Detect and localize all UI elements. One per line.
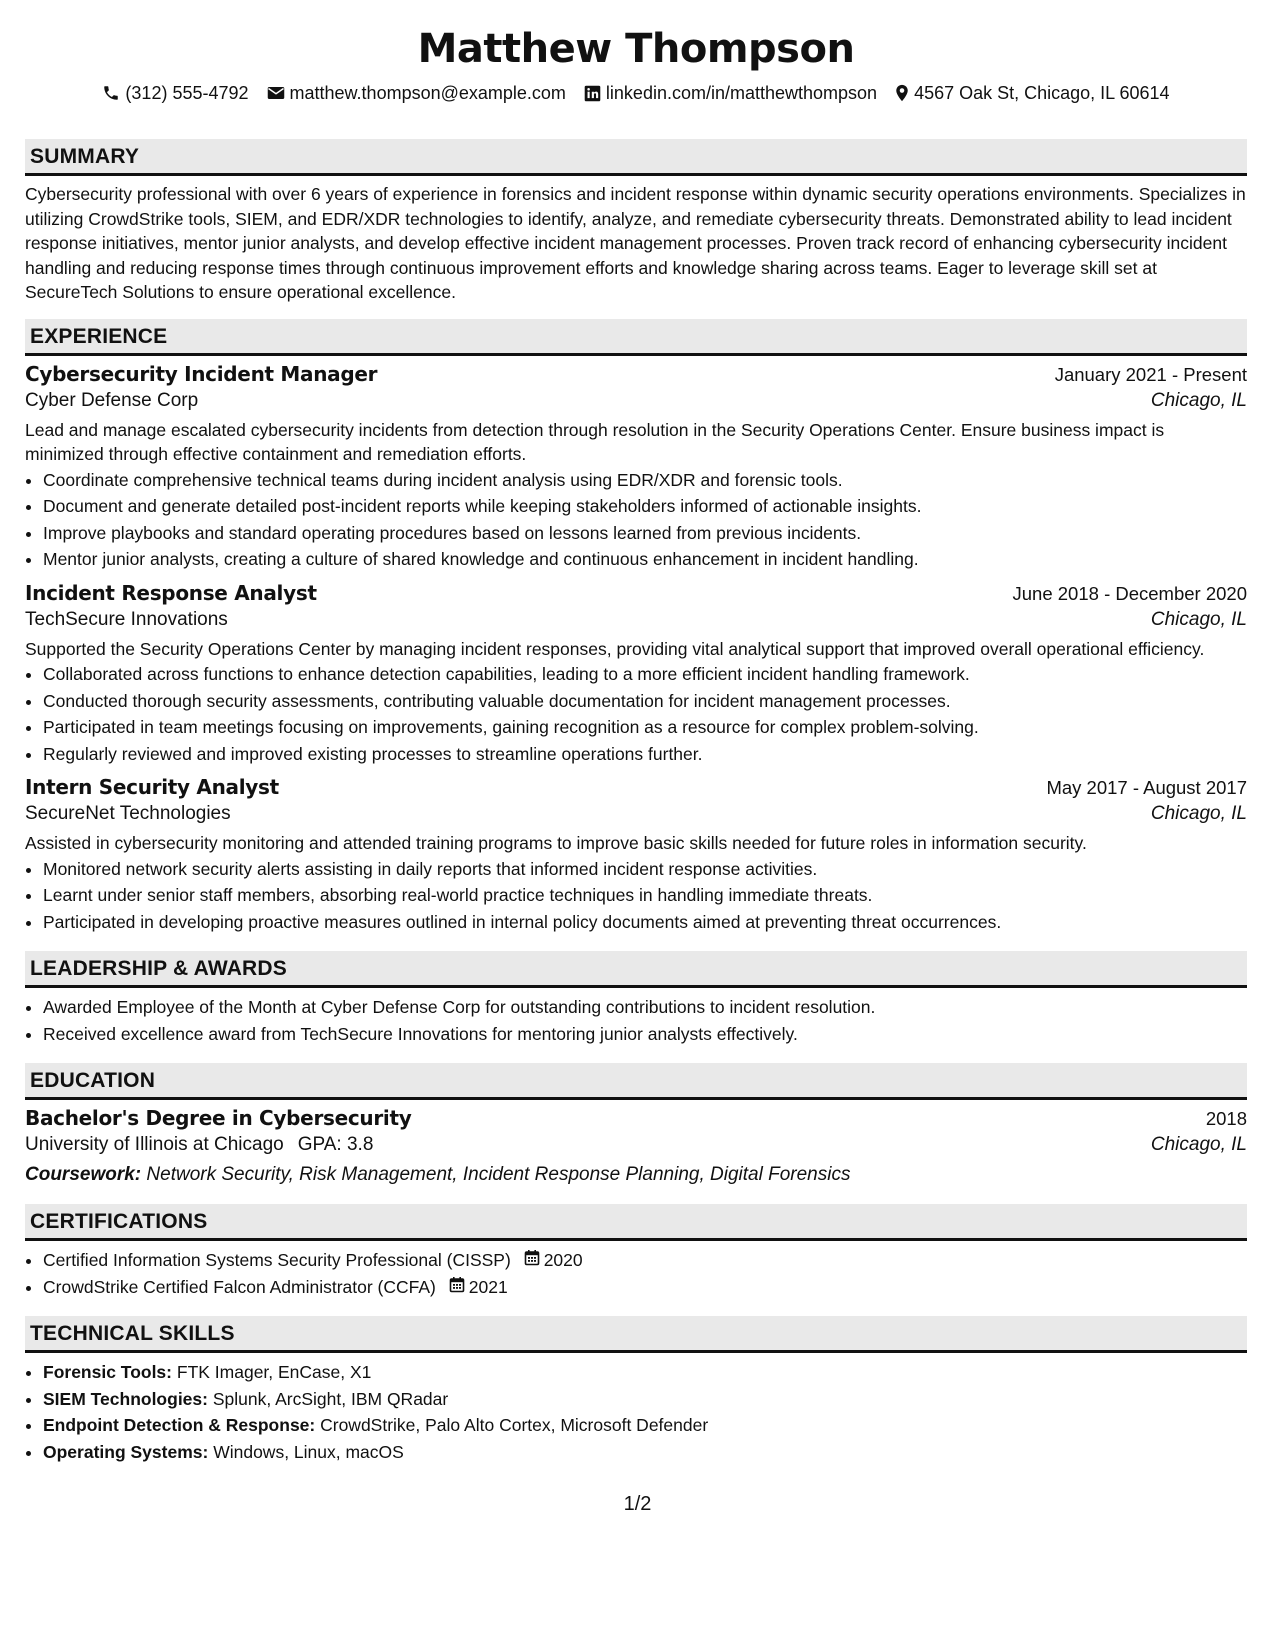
list-item <box>43 1247 1247 1274</box>
job-description: Lead and manage escalated cybersecurity incidents from detection through resolution in the Security Operations Center. Ensure business impact is minimized through effective containment and remediation efforts. <box>25 419 1165 464</box>
contact-phone: (312) 555-4792 <box>102 83 248 104</box>
graduation-year: 2018 <box>1205 1108 1247 1129</box>
skill-label: Operating Systems: <box>43 1441 209 1462</box>
cert-name: CrowdStrike Certified Falcon Administrator (CCFA) <box>43 1276 436 1297</box>
school-name: University of Illinois at Chicago <box>25 1134 284 1155</box>
list-item <box>43 1386 1247 1413</box>
list-item: • Improve playbooks and standard operating procedures based on lessons learned from previous incidents. <box>43 520 1247 547</box>
job-location: Chicago, IL <box>1150 803 1247 824</box>
job-title: Intern Security Analyst <box>25 775 279 799</box>
skill-value: Windows, Linux, macOS <box>213 1441 404 1462</box>
list-item: • Conducted thorough security assessments, contributing valuable documentation for incident management processes. <box>43 688 1247 715</box>
school-location: Chicago, IL <box>1150 1134 1247 1155</box>
list-item: • Participated in developing proactive measures outlined in internal policy documents aimed at preventing threat occurrences. <box>43 909 1247 936</box>
skills-list <box>25 1359 1247 1465</box>
list-item: • Participated in team meetings focusing on improvements, gaining recognition as a resource for complex problem-solving. <box>43 714 1247 741</box>
section-heading: EDUCATION <box>25 1063 1247 1100</box>
cert-name: Certified Information Systems Security Professional (CISSP) <box>43 1250 511 1270</box>
list-item: • Awarded Employee of the Month at Cyber Defense Corp for outstanding contributions to incident resolution. <box>43 994 1247 1021</box>
section-heading: SUMMARY <box>25 139 1247 176</box>
job-dates: May 2017 - August 2017 <box>1046 777 1247 798</box>
calendar-icon <box>449 1274 465 1301</box>
coursework <box>25 1164 1247 1186</box>
contact-bar <box>25 80 1247 106</box>
job-description: Assisted in cybersecurity monitoring and attended training programs to improve basic skills needed for future roles in information security. <box>25 833 1087 853</box>
section-heading: EXPERIENCE <box>25 319 1247 356</box>
job-description: Supported the Security Operations Center by managing incident responses, providing vital analytical support that improved overall operational efficiency. <box>25 638 1205 659</box>
envelope-icon <box>267 85 285 101</box>
job-entry <box>25 775 1247 935</box>
skill-label: SIEM Technologies: <box>43 1388 208 1409</box>
coursework-list: Network Security, Risk Management, Incident Response Planning, Digital Forensics <box>146 1164 851 1185</box>
company-name: TechSecure Innovations <box>25 608 228 630</box>
contact-address: 4567 Oak St, Chicago, IL 60614 <box>895 83 1170 104</box>
list-item: • Coordinate comprehensive technical teams during incident analysis using EDR/XDR and forensic tools. <box>43 467 1247 494</box>
summary-text: Cybersecurity professional with over 6 years of experience in forensics and incident response within dynamic security operations environments. Specializes in utilizing CrowdStrike tools, SIEM, and EDR/XDR technologies to identify, analyze, and remediate cybersecurity threats. Demonstrated ability to lead incident response initiatives, mentor junior analysts, and develop effective incident management processes. Proven track record of enhancing cybersecurity incident handling and reducing response times through continuous improvement efforts and knowledge sharing across teams. Eager to leverage skill set at SecureTech Solutions to ensure operational excellence. <box>25 184 1246 302</box>
certifications-section <box>25 1204 1247 1300</box>
phone-icon <box>102 84 120 102</box>
cert-year: 2021 <box>468 1276 508 1297</box>
list-item: • Document and generate detailed post-incident reports while keeping stakeholders informed of actionable insights. <box>43 493 1247 520</box>
skill-value: FTK Imager, EnCase, X1 <box>176 1362 372 1382</box>
skill-label: Endpoint Detection & Response: <box>43 1415 316 1435</box>
skill-value: CrowdStrike, Palo Alto Cortex, Microsoft Defender <box>320 1415 709 1435</box>
list-item: • Mentor junior analysts, creating a culture of shared knowledge and continuous enhancement in incident handling. <box>43 546 1247 573</box>
skill-label: Forensic Tools: <box>43 1362 172 1382</box>
section-heading: CERTIFICATIONS <box>25 1204 1247 1241</box>
company-name: Cyber Defense Corp <box>25 389 199 411</box>
skill-value: Splunk, ArcSight, IBM QRadar <box>212 1388 449 1409</box>
job-entry <box>25 362 1247 573</box>
job-title: Cybersecurity Incident Manager <box>25 361 378 386</box>
leadership-section <box>25 951 1247 1047</box>
job-location: Chicago, IL <box>1150 389 1247 411</box>
list-item: • Collaborated across functions to enhance detection capabilities, leading to a more efficient incident handling framework. <box>43 661 1247 688</box>
calendar-icon <box>524 1247 540 1274</box>
list-item <box>43 1412 1247 1439</box>
job-dates: June 2018 - December 2020 <box>1012 582 1247 604</box>
list-item <box>43 1439 1247 1466</box>
section-heading: LEADERSHIP & AWARDS <box>25 951 1247 988</box>
company-name: SecureNet Technologies <box>25 803 231 824</box>
map-marker-icon <box>895 84 909 102</box>
job-location: Chicago, IL <box>1150 608 1247 630</box>
contact-email[interactable]: matthew.thompson@example.com <box>267 83 566 104</box>
education-section <box>25 1063 1247 1186</box>
degree-title: Bachelor's Degree in Cybersecurity <box>25 1106 412 1130</box>
job-bullets <box>25 661 1247 767</box>
resume-page <box>25 0 1247 1465</box>
page-number: 1/2 <box>623 1493 652 1515</box>
summary-section <box>25 139 1247 305</box>
gpa: GPA: 3.8 <box>297 1134 374 1155</box>
certifications-list <box>25 1247 1247 1300</box>
contact-linkedin[interactable]: linkedin.com/in/matthewthompson <box>584 83 877 104</box>
list-item <box>43 1274 1247 1301</box>
coursework-label: Coursework: <box>25 1164 142 1185</box>
list-item: • Monitored network security alerts assisting in daily reports that informed incident response activities. <box>43 856 1247 883</box>
job-bullets <box>25 856 1247 936</box>
experience-section <box>25 319 1247 936</box>
job-entry <box>25 581 1247 768</box>
awards-list <box>25 994 1247 1047</box>
list-item: • Learnt under senior staff members, absorbing real-world practice techniques in handling immediate threats. <box>43 882 1247 909</box>
section-heading: TECHNICAL SKILLS <box>25 1316 1247 1353</box>
job-bullets <box>25 467 1247 573</box>
list-item <box>43 1359 1247 1386</box>
list-item: • Regularly reviewed and improved existing processes to streamline operations further. <box>43 741 1247 768</box>
skills-section <box>25 1316 1247 1465</box>
linkedin-icon <box>584 85 601 102</box>
job-dates: January 2021 - Present <box>1054 363 1247 385</box>
candidate-name: Matthew Thompson <box>417 26 855 72</box>
job-title: Incident Response Analyst <box>25 580 317 605</box>
list-item: • Received excellence award from TechSecure Innovations for mentoring junior analysts effectively. <box>43 1021 1247 1048</box>
cert-year: 2020 <box>543 1250 583 1270</box>
